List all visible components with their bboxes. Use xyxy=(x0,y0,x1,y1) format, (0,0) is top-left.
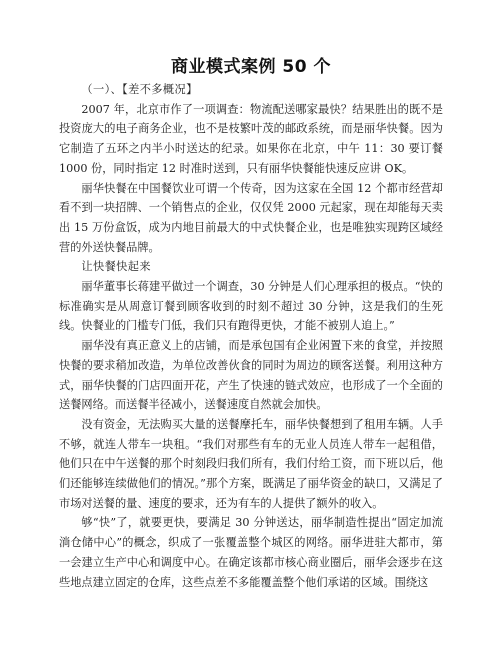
paragraph: 没有资金，无法购买大量的送餐摩托车，丽华快餐想到了租用车辆。人手不够，就连人带车一块租。“我们对那些有车的无业人员连人带车一起租借，他们只在中午送餐的那个时刻段归我们所有，我们付给工资，而下班以后，他们还能够连续做他们的情况。”那个方案，既满足了丽华资金的缺口，又满足了市场对送餐的量、速度的要求，还为有车的人提供了额外的收入。 xyxy=(59,417,443,510)
paragraph: 丽华没有真正意义上的店铺，而是承包国有企业闲置下来的食堂，并按照快餐的要求稍加改造，为单位改善伙食的同时为周边的顾客送餐。利用这种方式，丽华快餐的门店四面开花，产生了快速的链式效应，也形成了一个全面的送餐网络。而送餐半径减小，送餐速度自然就会加快。 xyxy=(59,339,443,412)
subheading: 让快餐快起来 xyxy=(81,260,151,274)
paragraph: 2007 年，北京市作了一项调查：物流配送哪家最快？结果胜出的既不是投资庞大的电子商务企业，也不是枝繁叶茂的邮政系统，而是丽华快餐。因为它制造了五环之内半小时送达的纪录。如果你在北京，中午 11：30 要订餐 1000 份，同时指定 12 时准时送到，只有丽华快餐能快速反应讲 OK。 xyxy=(59,102,443,175)
document-body xyxy=(59,80,443,592)
section-heading: （一）、【差不多概况】 xyxy=(81,83,198,96)
paragraph: 丽华快餐在中国餐饮业可谓一个传奇，因为这家在全国 12 个都市经营却看不到一块招牌、一个销售点的企业，仅仅凭 2000 元起家，现在却能每天卖出 15 万份盒饭，成为内地目前最大的中式快餐企业，也是唯独实现跨区域经营的外送快餐品牌。 xyxy=(59,181,443,254)
paragraph: 丽华董事长蒋建平做过一个调查，30 分钟是人们心理承担的极点。“快的标准确实是从周意订餐到顾客收到的时刻不超过 30 分钟，这是我们的生死线。快餐业的门槛专门低，我们只有跑得更快，才能不被别人追上。” xyxy=(59,280,443,333)
document-title: 商业模式案例 50 个 xyxy=(171,57,331,77)
paragraph: 够“快”了，就要更快，要满足 30 分钟送达，丽华制造性提出“固定加流淌仓储中心”的概念，织成了一张覆盖整个城区的网络。丽华进驻大都市，第一会建立生产中心和调度中心。在确定该都市核心商业圈后，丽华会逐步在这些地点建立固定的仓库，这些点差不多能覆盖整个他们承诺的区域。围绕这 xyxy=(59,516,443,589)
